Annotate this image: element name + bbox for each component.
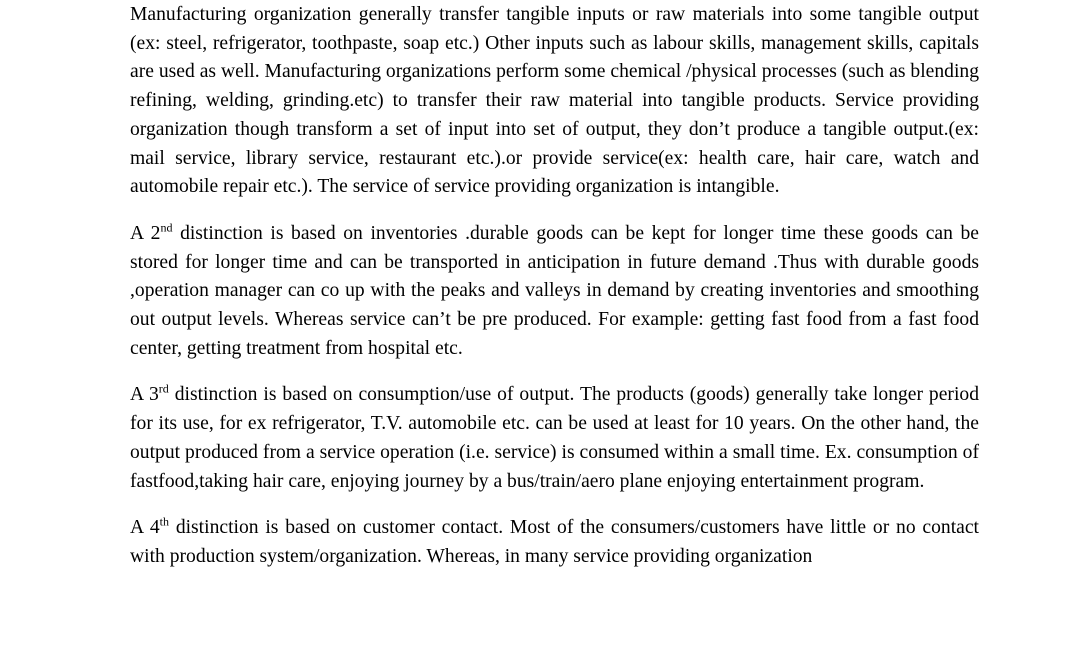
ordinal-suffix: rd: [158, 381, 169, 396]
paragraph-second-distinction: [130, 220, 979, 364]
document-page: [130, 0, 979, 572]
paragraph-manufacturing-vs-service: [130, 0, 979, 202]
paragraph-text: Manufacturing organization generally transfer tangible inputs or raw materials into some tangible output (ex: steel, refrigerator, toothpaste, soap etc.) Other inputs such as labour skills, management skills, capitals are used as well. Manufacturing organizations perform some chemical /physical processes (such as blending refining, welding, grinding.etc) to transfer their raw material into tangible products. Service providing organization though transform a set of input into set of output, they don’t produce a tangible output.(ex: mail service, library service, restaurant etc.).or provide service(ex: health care, hair care, watch and automobile repair etc.). The service of service providing organization is intangible.: [130, 4, 979, 198]
paragraph-fourth-distinction: [130, 514, 979, 571]
ordinal-suffix: th: [159, 514, 170, 529]
ordinal-suffix: nd: [160, 220, 173, 235]
paragraph-text: distinction is based on consumption/use of output. The products (goods) generally take longer period for its use, for ex refrigerator, T.V. automobile etc. can be used at least for 10 years. On the other hand, the output produced from a service operation (i.e. service) is consumed within a small time. Ex. consumption of fastfood,taking hair care, enjoying journey by a bus/train/aero plane enjoying entertainment program.: [130, 384, 979, 492]
paragraph-lead: A 4: [130, 517, 160, 539]
paragraph-text: distinction is based on inventories .durable goods can be kept for longer time these goods can be stored for longer time and can be transported in anticipation in future demand .Thus with durable goods ,operation manager can co up with the peaks and valleys in demand by creating inventories and smoothing out output levels. Whereas service can’t be pre produced. For example: getting fast food from a fast food center, getting treatment from hospital etc.: [130, 222, 980, 359]
paragraph-text: distinction is based on customer contact. Most of the consumers/customers have little or no contact with production system/organization. Whereas, in many service providing organization: [130, 517, 979, 567]
paragraph-lead: A 2: [130, 222, 161, 244]
paragraph-lead: A 3: [130, 384, 159, 406]
paragraph-third-distinction: [130, 381, 979, 496]
